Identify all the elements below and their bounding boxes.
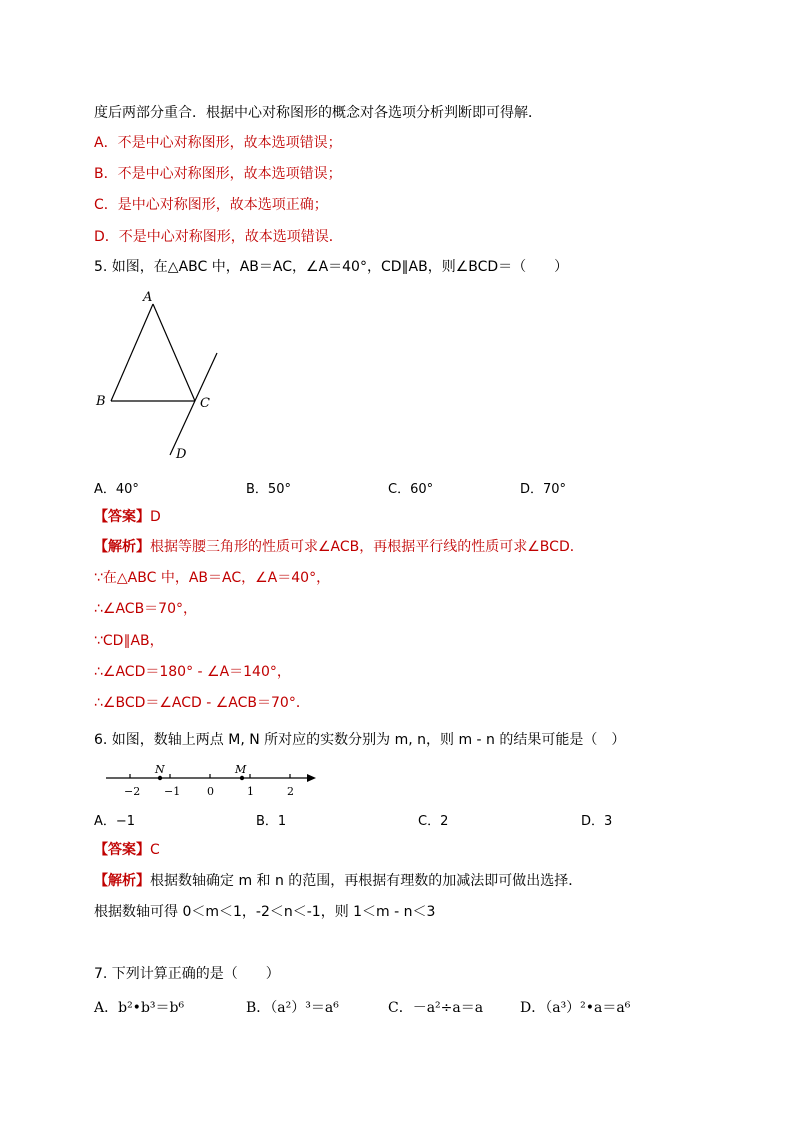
question-6-stem: 6. 如图，数轴上两点 M, N 所对应的实数分别为 m, n，则 m - n 的结果可能是（ ） (94, 732, 626, 748)
q5-step-1: ∵在△ABC 中，AB＝AC，∠A＝40°， (94, 570, 331, 586)
axis-arrow-icon (307, 774, 316, 782)
analysis-text: 根据等腰三角形的性质可求∠ACB，再根据平行线的性质可求∠BCD． (150, 539, 584, 555)
q5-analysis (94, 538, 584, 556)
tick-label-0: 0 (207, 785, 214, 798)
q6-step: 根据数轴可得 0＜m＜1，-2＜n＜-1，则 1＜m - n＜3 (94, 904, 436, 920)
question-5-stem: 5. 如图，在△ABC 中，AB＝AC，∠A＝40°，CD∥AB，则∠BCD＝（ ） (94, 259, 569, 275)
q5-step-4: ∴∠ACD＝180° - ∠A＝140°， (94, 664, 291, 680)
label-n: N (155, 763, 165, 776)
option-c-analysis: C．是中心对称图形，故本选项正确； (94, 197, 328, 213)
triangle-figure (90, 285, 230, 465)
label-b: B (96, 394, 106, 409)
q6-option-c[interactable]: C．2 (418, 814, 449, 829)
q6-option-d[interactable]: D．3 (581, 814, 613, 829)
q6-option-b[interactable]: B．1 (256, 814, 287, 829)
question-7-stem: 7. 下列计算正确的是（ ） (94, 966, 280, 982)
tick-label-1: 1 (247, 785, 254, 798)
q7-option-a[interactable]: A．b²•b³＝b⁶ (94, 1000, 185, 1016)
q5-step-2: ∴∠ACB＝70°， (94, 601, 197, 617)
q5-option-b[interactable]: B．50° (246, 482, 291, 497)
tick-label-2: 2 (287, 785, 294, 798)
label-m: M (235, 763, 247, 776)
option-b-analysis: B．不是中心对称图形，故本选项错误； (94, 166, 342, 182)
q7-option-b[interactable]: B．（a²）³＝a⁶ (246, 1000, 339, 1016)
label-a: A (143, 290, 153, 305)
q5-step-3: ∵CD∥AB， (94, 633, 164, 649)
option-d-analysis: D．不是中心对称图形，故本选项错误． (94, 229, 343, 245)
answer-value: D (150, 509, 161, 525)
label-d: D (176, 447, 187, 462)
q5-option-c[interactable]: C．60° (388, 482, 434, 497)
option-a-analysis: A．不是中心对称图形，故本选项错误； (94, 135, 342, 151)
q6-answer (94, 841, 160, 859)
q6-analysis (94, 872, 582, 890)
q7-option-d[interactable]: D．（a³）²•a＝a⁶ (520, 1000, 631, 1016)
segment-ac (153, 304, 195, 401)
tick-label-neg1: −1 (164, 785, 181, 798)
segment-ab (111, 304, 153, 401)
q5-answer (94, 508, 161, 526)
point-n (158, 776, 162, 780)
answer-value: C (150, 842, 160, 858)
q5-option-a[interactable]: A．40° (94, 482, 139, 497)
analysis-tag: 【解析】 (94, 873, 150, 889)
q7-option-c[interactable]: C．－a²÷a＝a (388, 1000, 484, 1016)
number-line-figure (100, 762, 330, 802)
q5-option-d[interactable]: D．70° (520, 482, 567, 497)
analysis-tag: 【解析】 (94, 539, 150, 555)
analysis-text: 根据数轴确定 m 和 n 的范围，再根据有理数的加减法即可做出选择． (150, 873, 583, 889)
q5-step-5: ∴∠BCD＝∠ACD - ∠ACB＝70°． (94, 695, 310, 711)
answer-tag: 【答案】 (94, 842, 150, 858)
point-m (240, 776, 244, 780)
answer-tag: 【答案】 (94, 509, 150, 525)
label-c: C (200, 396, 210, 411)
analysis-continuation: 度后两部分重合．根据中心对称图形的概念对各选项分析判断即可得解． (94, 105, 542, 121)
tick-label-neg2: −2 (124, 785, 141, 798)
q6-option-a[interactable]: A．−1 (94, 814, 136, 829)
